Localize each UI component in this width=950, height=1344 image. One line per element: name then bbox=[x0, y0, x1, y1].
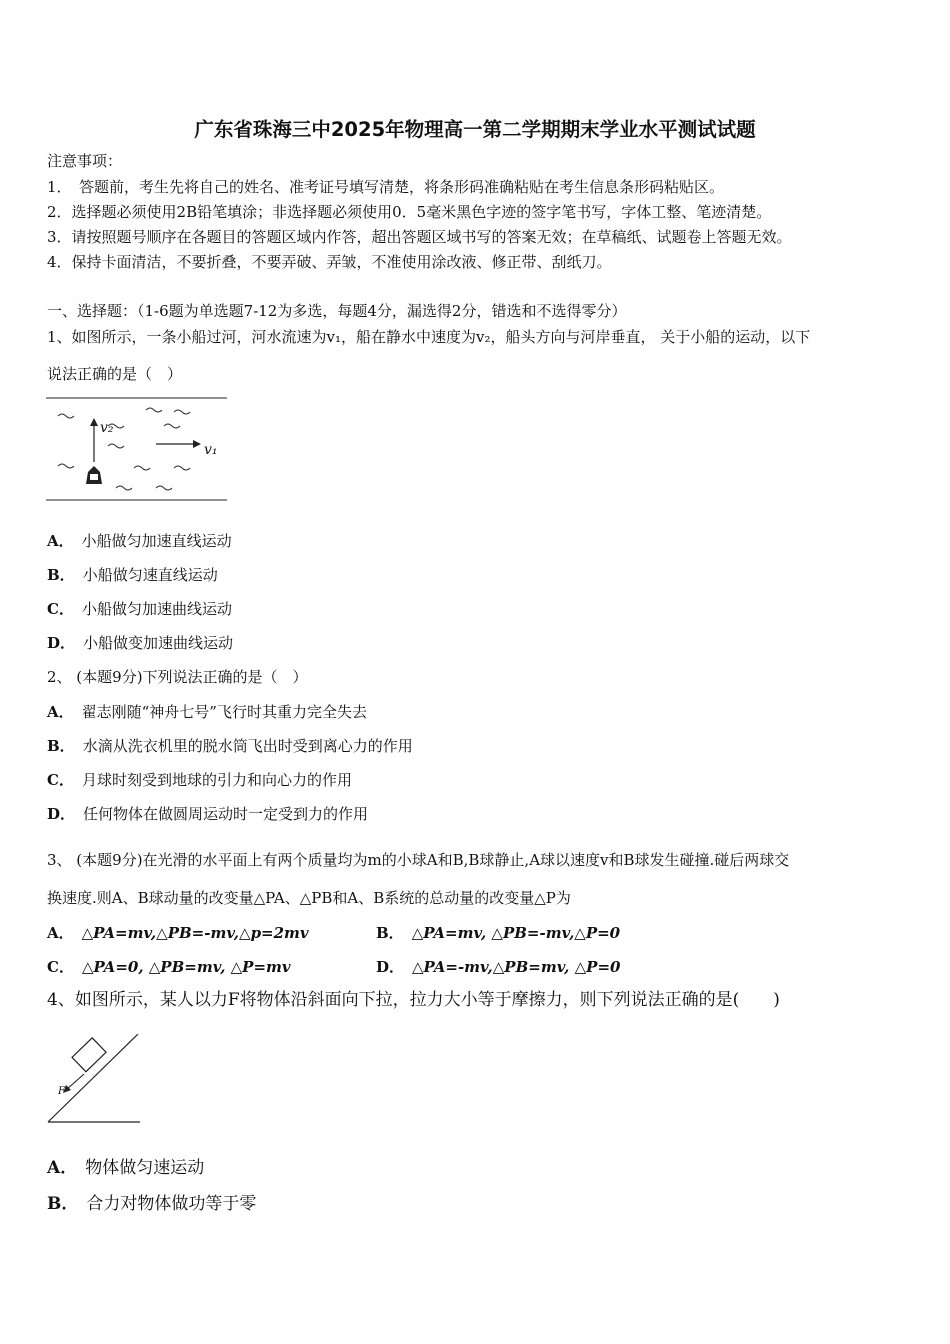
f-label: F bbox=[58, 1086, 65, 1097]
option-text: 任何物体在做圆周运动时一定受到力的作用 bbox=[83, 805, 369, 823]
option-text: △PA=mv, △PB=-mv,△P=0 bbox=[411, 924, 621, 942]
option-letter: C． bbox=[47, 771, 74, 789]
q2-option-a bbox=[47, 702, 367, 722]
option-letter: B． bbox=[376, 924, 404, 942]
q2-option-d bbox=[47, 804, 368, 824]
option-text: 水滴从洗衣机里的脱水筒飞出时受到离心力的作用 bbox=[82, 737, 413, 755]
option-text: △PA=mv,△PB=-mv,△p=2mv bbox=[81, 924, 309, 942]
q3-option-b bbox=[376, 923, 620, 943]
option-letter: B． bbox=[47, 737, 75, 755]
option-letter: C． bbox=[47, 600, 74, 618]
notice-heading: 注意事项： bbox=[47, 152, 123, 170]
option-text: 物体做匀速运动 bbox=[85, 1158, 205, 1178]
option-text: 小船做匀加速曲线运动 bbox=[81, 600, 232, 618]
option-letter: A． bbox=[47, 532, 74, 550]
option-text: 合力对物体做功等于零 bbox=[86, 1194, 257, 1214]
q4-option-a bbox=[47, 1158, 204, 1178]
q3-option-c bbox=[47, 957, 291, 977]
notice-item: 4．保持卡面清洁，不要折叠，不要弄破、弄皱，不准使用涂改液、修正带、刮纸刀。 bbox=[47, 253, 612, 271]
option-letter: A． bbox=[47, 924, 74, 942]
option-letter: C． bbox=[47, 958, 74, 976]
notice-item: 2．选择题必须使用2B铅笔填涂；非选择题必须使用0．5毫米黑色字迹的签字笔书写，字体工整、笔迹清楚。 bbox=[47, 203, 772, 221]
option-text: 月球时刻受到地球的引力和向心力的作用 bbox=[81, 771, 352, 789]
q1-stem-cont: 说法正确的是（ ） bbox=[47, 365, 183, 383]
notice-item: 1． 答题前，考生先将自己的姓名、准考证号填写清楚，将条形码准确粘贴在考生信息条形码粘贴区。 bbox=[47, 178, 725, 196]
option-letter: B． bbox=[47, 566, 75, 584]
page-title: 广东省珠海三中2025年物理高一第二学期期末学业水平测试试题 bbox=[194, 118, 756, 141]
q1-option-a bbox=[47, 531, 232, 551]
option-text: 小船做匀加速直线运动 bbox=[81, 532, 232, 550]
section-heading: 一、选择题：（1-6题为单选题7-12为多选，每题4分，漏选得2分，错选和不选得零分） bbox=[47, 302, 627, 320]
q3-stem: 3、 (本题9分)在光滑的水平面上有两个质量均为m的小球A和B,B球静止,A球以速度v和B球发生碰撞.碰后两球交 bbox=[47, 851, 790, 869]
q2-stem: 2、 (本题9分)下列说法正确的是（ ） bbox=[47, 668, 308, 686]
incline-figure bbox=[44, 1028, 144, 1128]
option-letter: D． bbox=[47, 805, 76, 823]
option-letter: D． bbox=[47, 634, 76, 652]
option-letter: A． bbox=[47, 703, 74, 721]
q1-option-b bbox=[47, 565, 218, 585]
notice-item: 3．请按照题号顺序在各题目的答题区域内作答，超出答题区域书写的答案无效；在草稿纸、试题卷上答题无效。 bbox=[47, 228, 792, 246]
v2-label: v₂ bbox=[100, 420, 114, 436]
option-letter: A． bbox=[47, 1158, 78, 1178]
q2-option-b bbox=[47, 736, 413, 756]
q4-stem: 4、如图所示，某人以力F将物体沿斜面向下拉，拉力大小等于摩擦力，则下列说法正确的是( ) bbox=[47, 990, 780, 1010]
river-figure bbox=[44, 392, 229, 507]
v1-label: v₁ bbox=[204, 442, 218, 458]
q3-stem-cont: 换速度.则A、B球动量的改变量△PA、△PB和A、B系统的总动量的改变量△P为 bbox=[47, 889, 571, 907]
q4-option-b bbox=[47, 1194, 256, 1214]
q1-option-d bbox=[47, 633, 233, 653]
q2-option-c bbox=[47, 770, 352, 790]
q1-stem: 1、如图所示，一条小船过河，河水流速为v₁，船在静水中速度为v₂，船头方向与河岸垂直， 关于小船的运动，以下 bbox=[47, 328, 811, 346]
q1-option-c bbox=[47, 599, 232, 619]
option-text: 小船做匀速直线运动 bbox=[82, 566, 218, 584]
option-text: △PA=0, △PB=mv, △P=mv bbox=[81, 958, 291, 976]
option-letter: D． bbox=[376, 958, 405, 976]
option-text: △PA=-mv,△PB=mv, △P=0 bbox=[412, 958, 621, 976]
q3-option-d bbox=[376, 957, 620, 977]
q3-option-a bbox=[47, 923, 309, 943]
option-letter: B． bbox=[47, 1194, 79, 1214]
option-text: 小船做变加速曲线运动 bbox=[83, 634, 234, 652]
option-text: 翟志刚随“神舟七号”飞行时其重力完全失去 bbox=[81, 703, 367, 721]
